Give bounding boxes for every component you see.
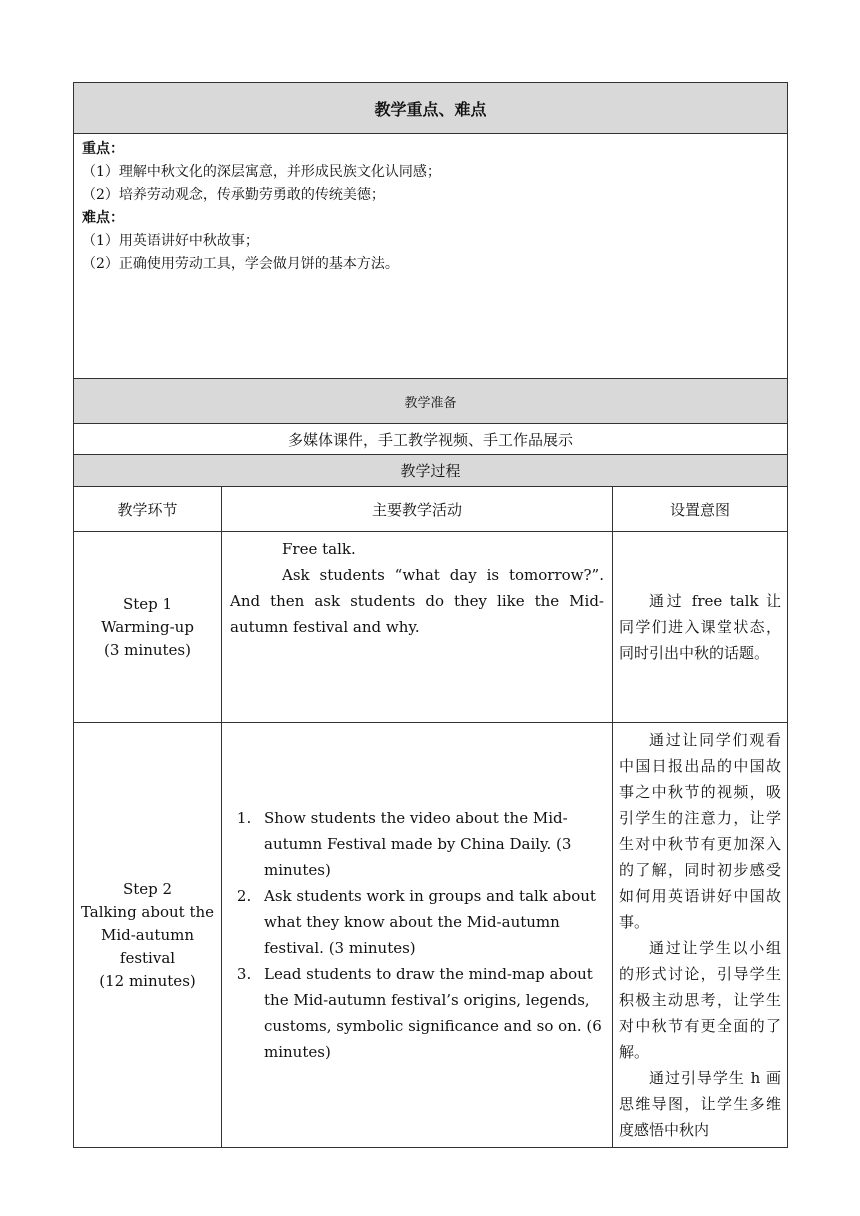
step-1-name: Warming-up xyxy=(101,617,194,636)
step-2-purpose-1: 通过让同学们观看中国日报出品的中国故事之中秋节的视频，吸引学生的注意力，让学生对中秋节有更加深入的了解，同时初步感受如何用英语讲好中国故事。 xyxy=(619,731,781,931)
step-1-activities xyxy=(222,532,613,723)
step-2-name-line-1: Talking about the xyxy=(80,902,215,921)
list-item: 3. Lead students to draw the mind-map about the Mid-autumn festival’s origins, legends, customs, symbolic significance and so on. (6 minutes) xyxy=(256,961,604,1065)
process-title: 教学过程 xyxy=(400,462,461,480)
table-row xyxy=(74,723,788,1148)
list-item: 1. Show students the video about the Mid-autumn Festival made by China Daily. (3 minutes) xyxy=(256,805,604,883)
step-2-name-line-3: festival xyxy=(119,948,176,967)
preparation-content xyxy=(74,424,788,455)
step-2-cell xyxy=(74,723,222,1148)
focus-item-1: （1）理解中秋文化的深层寓意，并形成民族文化认同感； xyxy=(82,164,441,180)
lesson-plan-table xyxy=(73,82,788,1148)
step-2-purpose xyxy=(613,723,788,1148)
step-2-number: Step 2 xyxy=(122,879,173,898)
preparation-header xyxy=(74,379,788,424)
key-points-content xyxy=(74,134,788,379)
step-1-number: Step 1 xyxy=(122,594,173,613)
lesson-plan-sheet xyxy=(73,82,787,1148)
column-header-purpose: 设置意图 xyxy=(613,487,788,532)
column-header-step: 教学环节 xyxy=(74,487,222,532)
step-2-activity-list xyxy=(230,805,604,1065)
step-1-activity-2: Ask students “what day is tomorrow?”. And then ask students do they like the Mid-autumn festival and why. xyxy=(230,566,604,636)
difficulty-item-1: （1）用英语讲好中秋故事； xyxy=(82,233,259,249)
focus-label: 重点： xyxy=(82,141,124,157)
difficulty-item-2: （2）正确使用劳动工具，学会做月饼的基本方法。 xyxy=(82,256,399,272)
preparation-title: 教学准备 xyxy=(404,395,457,411)
step-2-purpose-3: 通过引导学生 h 画思维导图，让学生多维度感悟中秋内 xyxy=(619,1069,781,1139)
step-1-duration: (3 minutes) xyxy=(104,640,191,659)
step-2-activities xyxy=(222,723,613,1148)
table-row xyxy=(74,532,788,723)
step-2-duration: (12 minutes) xyxy=(99,971,196,990)
key-points-title: 教学重点、难点 xyxy=(374,99,487,119)
column-header-activities: 主要教学活动 xyxy=(222,487,613,532)
process-header xyxy=(74,455,788,487)
list-item: 2. Ask students work in groups and talk about what they know about the Mid-autumn festival. (3 minutes) xyxy=(256,883,604,961)
step-1-cell xyxy=(74,532,222,723)
step-2-name-line-2: Mid-autumn xyxy=(100,925,194,944)
focus-item-2: （2）培养劳动观念，传承勤劳勇敢的传统美德； xyxy=(82,187,385,203)
difficulty-label: 难点： xyxy=(82,210,124,226)
step-1-activity-1: Free talk. xyxy=(282,540,356,558)
key-points-header xyxy=(74,83,788,134)
preparation-text: 多媒体课件，手工教学视频、手工作品展示 xyxy=(287,430,573,449)
step-2-purpose-2: 通过让学生以小组的形式讨论，引导学生积极主动思考，让学生对中秋节有更全面的了解。 xyxy=(619,939,781,1061)
step-1-purpose-1: 通过 free talk 让同学们进入课堂状态，同时引出中秋的话题。 xyxy=(619,592,781,662)
step-1-purpose xyxy=(613,532,788,723)
